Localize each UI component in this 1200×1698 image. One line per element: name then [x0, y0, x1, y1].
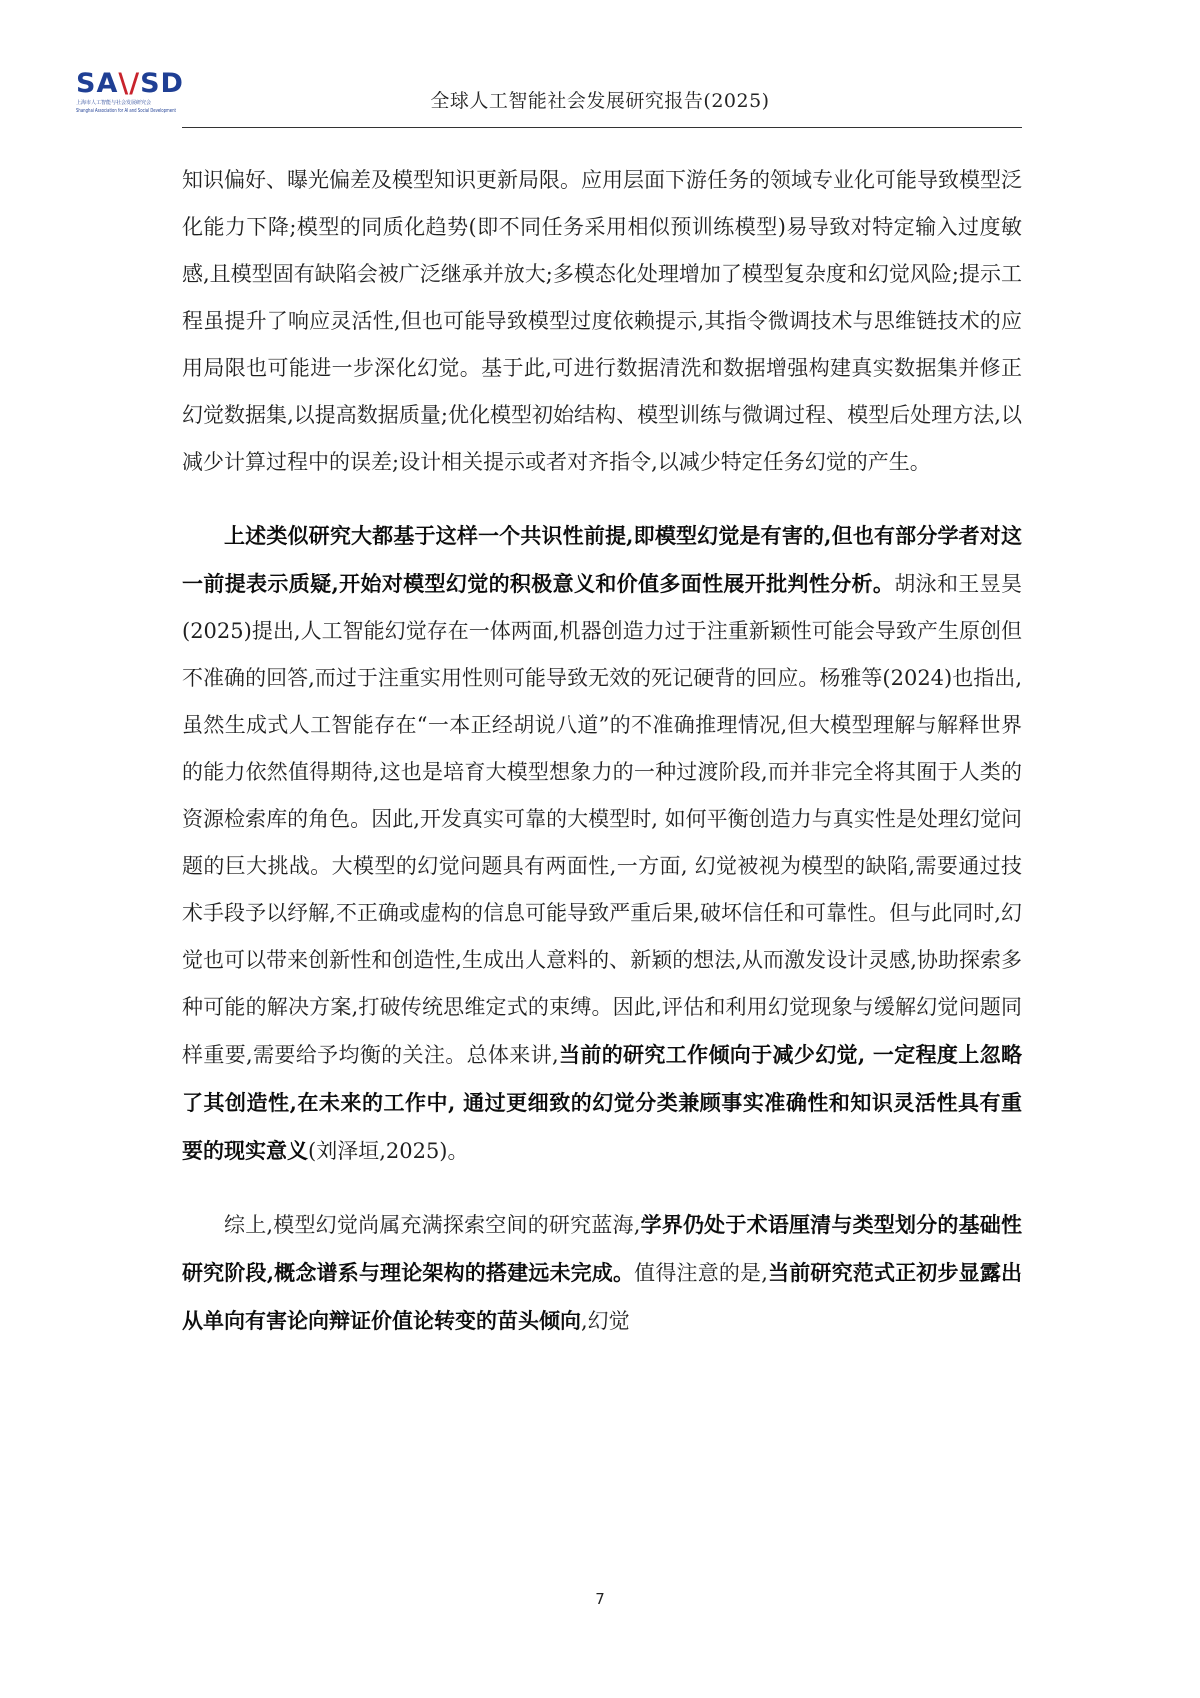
logo-wordmark-slash: \/	[118, 68, 141, 99]
paragraph-2-bold-1: 上述类似研究大都基于这样一个共识性前提,即模型幻觉是有害的,但也有部分学者对这一前提表示质疑,开始对模型幻觉的积极意义和价值多面性展开批判性分析。	[182, 523, 1022, 596]
paragraph-3-bold-1: 学界仍处于术语厘清与类型划分的基础性研究阶段,概念谱系与理论架构的搭建远未完成。	[182, 1212, 1022, 1285]
running-header-title: 全球人工智能社会发展研究报告(2025)	[430, 90, 770, 112]
logo-wordmark	[76, 68, 184, 99]
body-text	[182, 157, 1022, 1345]
logo-wordmark-a: SA	[76, 68, 119, 99]
paragraph-3-text-2: 值得注意的是,	[634, 1261, 768, 1285]
paragraph-2-bold-2: 当前的研究工作倾向于减少幻觉, 一定程度上忽略了其创造性,在未来的工作中, 通过更细致的幻觉分类兼顾事实准确性和知识灵活性具有重要的现实意义	[182, 1042, 1022, 1163]
paragraph-3-text-3: ,幻觉	[581, 1309, 630, 1333]
logo-subtitle-en: Shanghai Association for AI and Social Development	[76, 108, 177, 114]
paragraph-3-text-1: 综上,模型幻觉尚属充满探索空间的研究蓝海,	[224, 1213, 641, 1237]
page-number: 7	[595, 1590, 605, 1608]
paragraph-2-text-1: 胡泳和王昱昊(2025)提出,人工智能幻觉存在一体两面,机器创造力过于注重新颖性可能会导致产生原创但不准确的回答,而过于注重实用性则可能导致无效的死记硬背的回应。杨雅等(2024)也指出,虽然生成式人工智能存在“一本正经胡说八道”的不准确推理情况,但大模型理解与解释世界的能力依然值得期待,这也是培育大模型想象力的一种过渡阶段,而并非完全将其囿于人类的资源检索库的角色。因此,开发真实可靠的大模型时, 如何平衡创造力与真实性是处理幻觉问题的巨大挑战。大模型的幻觉问题具有两面性,一方面, 幻觉被视为模型的缺陷,需要通过技术手段予以纾解,不正确或虚构的信息可能导致严重后果,破坏信任和可靠性。但与此同时,幻觉也可以带来创新性和创造性,生成出人意料的、新颖的想法,从而激发设计灵感,协助探索多种可能的解决方案,打破传统思维定式的束缚。因此,评估和利用幻觉现象与缓解幻觉问题同样重要,需要给予均衡的关注。总体来讲,	[182, 572, 1023, 1067]
paragraph-2-text-2: (刘泽垣,2025)。	[308, 1139, 469, 1163]
paragraph-1-text: 知识偏好、曝光偏差及模型知识更新局限。应用层面下游任务的领域专业化可能导致模型泛化能力下降;模型的同质化趋势(即不同任务采用相似预训练模型)易导致对特定输入过度敏感,且模型固有缺陷会被广泛继承并放大;多模态化处理增加了模型复杂度和幻觉风险;提示工程虽提升了响应灵活性,但也可能导致模型过度依赖提示,其指令微调技术与思维链技术的应用局限也可能进一步深化幻觉。基于此,可进行数据清洗和数据增强构建真实数据集并修正幻觉数据集,以提高数据质量;优化模型初始结构、模型训练与微调过程、模型后处理方法,以减少计算过程中的误差;设计相关提示或者对齐指令,以减少特定任务幻觉的产生。	[182, 168, 1022, 474]
paragraph-3-bold-2: 当前研究范式正初步显露出从单向有害论向辩证价值论转变的苗头倾向	[182, 1260, 1023, 1333]
logo-wordmark-b: SD	[140, 68, 184, 99]
header-divider	[182, 127, 1022, 128]
paragraph-2	[182, 512, 1022, 1175]
logo-subtitle-cn: 上海市人工智能与社会发展研究会	[76, 100, 152, 106]
paragraph-3	[182, 1201, 1022, 1345]
saisd-logo	[76, 68, 184, 114]
paragraph-1	[182, 157, 1022, 486]
